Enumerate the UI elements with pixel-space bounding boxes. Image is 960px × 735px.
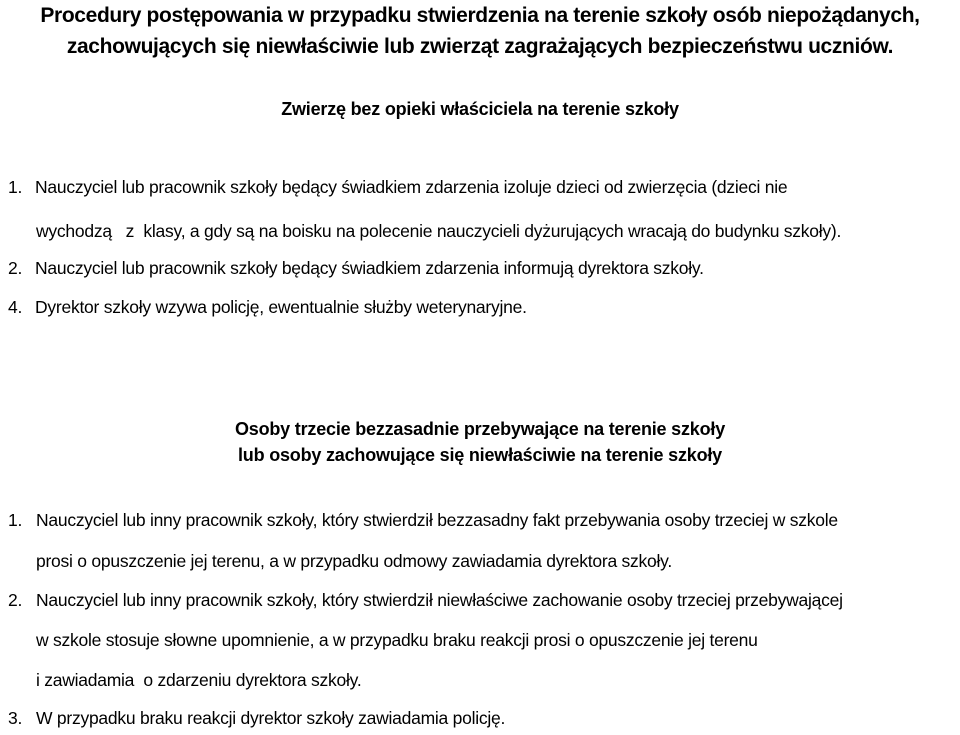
section-1-item-3-text: Dyrektor szkoły wzywa policję, ewentualnie służby weterynaryjne.	[35, 297, 527, 317]
document-title-line-2: zachowujących się niewłaściwie lub zwierząt zagrażających bezpieczeństwu uczniów.	[66, 35, 894, 58]
section-2-item-3	[8, 706, 505, 730]
section-1-item-1-line-2: wychodzą z klasy, a gdy są na boisku na polecenie nauczycieli dyżurujących wracają do budynku szkoły).	[36, 221, 842, 241]
section-1-item-2-number: 2.	[8, 258, 23, 278]
section-2-heading-line-2: lub osoby zachowujące się niewłaściwie na terenie szkoły	[238, 445, 722, 465]
section-2-item-1-line-1	[8, 508, 838, 532]
section-1-item-1-line-1	[8, 175, 787, 199]
section-2-item-2-line-3: i zawiadamia o zdarzeniu dyrektora szkoły.	[36, 670, 362, 690]
section-1-item-2-text: Nauczyciel lub pracownik szkoły będący świadkiem zdarzenia informują dyrektora szkoły.	[35, 258, 704, 278]
document-title-line-1: Procedury postępowania w przypadku stwierdzenia na terenie szkoły osób niepożądanych,	[40, 4, 920, 27]
section-2-item-3-text: W przypadku braku reakcji dyrektor szkoły zawiadamia policję.	[36, 708, 506, 728]
section-1-item-1-number: 1.	[8, 177, 23, 197]
section-1-item-2	[8, 256, 704, 280]
section-1-item-1-text-1: Nauczyciel lub pracownik szkoły będący świadkiem zdarzenia izoluje dzieci od zwierzęcia (dzieci nie	[35, 177, 788, 197]
section-1-heading: Zwierzę bez opieki właściciela na terenie szkoły	[281, 99, 679, 119]
document-title	[0, 0, 960, 62]
section-2-item-3-number: 3.	[8, 708, 23, 728]
section-1-item-3-number: 4.	[8, 297, 23, 317]
section-2-item-2-number: 2.	[8, 590, 23, 610]
section-2-item-2-line-2: w szkole stosuje słowne upomnienie, a w przypadku braku reakcji prosi o opuszczenie jej terenu	[36, 630, 758, 650]
section-1-item-3	[8, 295, 527, 319]
section-2-item-1-number: 1.	[8, 510, 23, 530]
section-2-item-2-text-1: Nauczyciel lub inny pracownik szkoły, który stwierdził niewłaściwe zachowanie osoby trzeciej przebywającej	[36, 590, 843, 610]
section-2-item-1-text-1: Nauczyciel lub inny pracownik szkoły, który stwierdził bezzasadny fakt przebywania osoby trzeciej w szkole	[36, 510, 838, 530]
section-2-heading-line-1: Osoby trzecie bezzasadnie przebywające na terenie szkoły	[234, 419, 725, 439]
section-2-item-2-line-1	[8, 588, 843, 612]
section-2-item-1-line-2: prosi o opuszczenie jej terenu, a w przypadku odmowy zawiadamia dyrektora szkoły.	[36, 551, 672, 571]
